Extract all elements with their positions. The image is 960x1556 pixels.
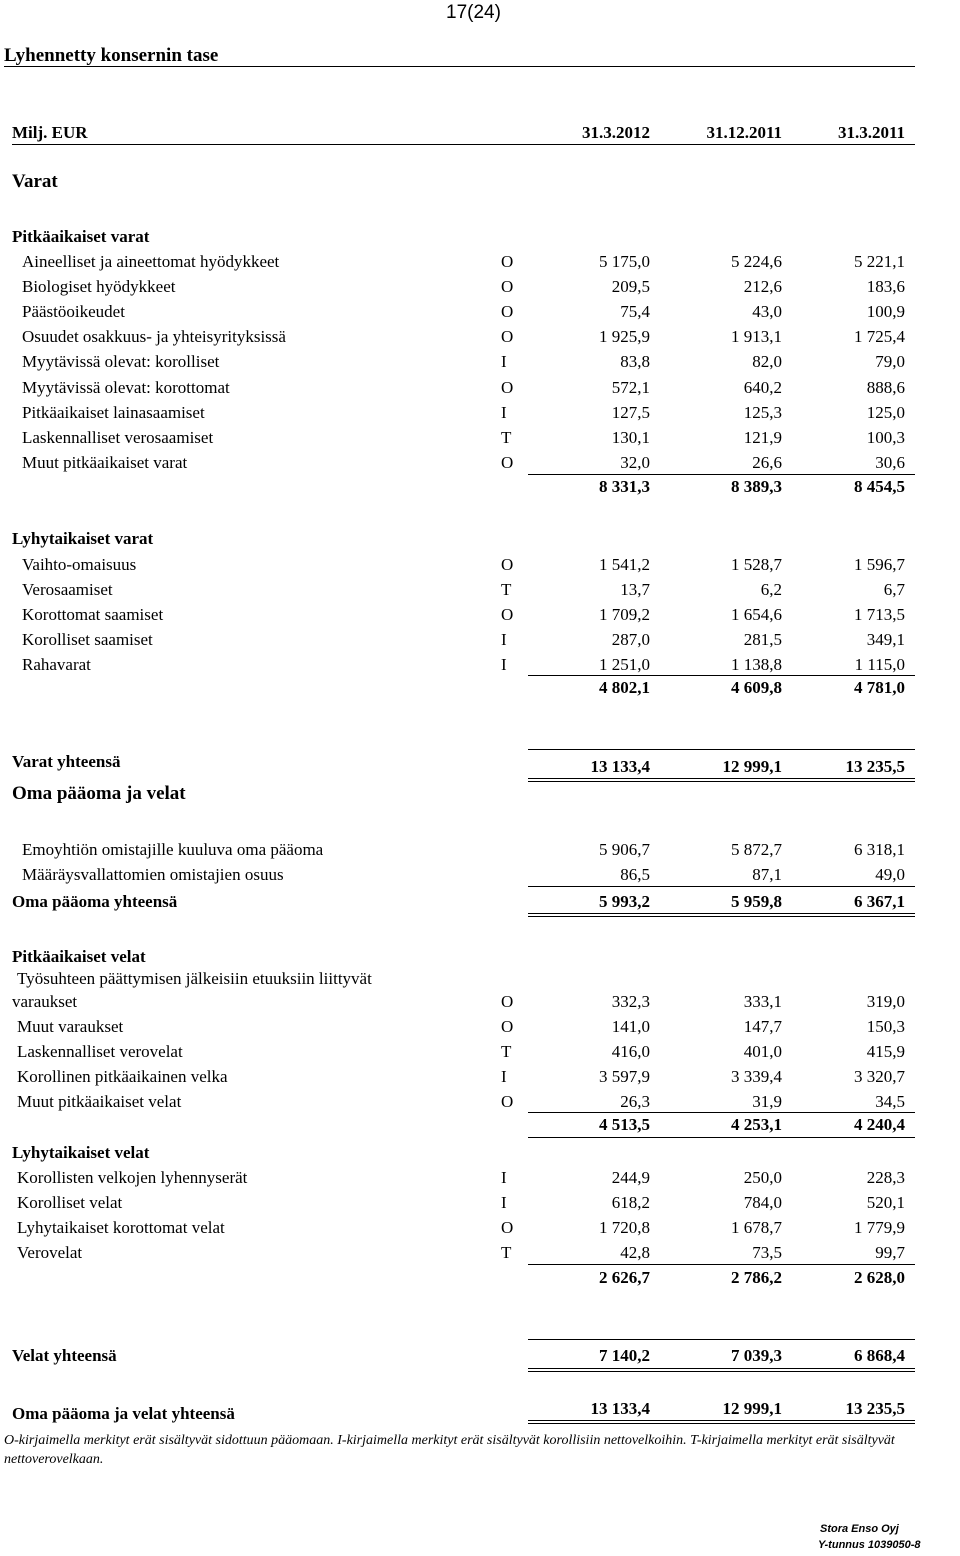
- row-code: O: [501, 1092, 514, 1111]
- row-value-1: 618,2: [611, 1193, 650, 1212]
- liabilities-total-2: 7 039,3: [731, 1346, 782, 1365]
- assets-total-line-bottom: [528, 781, 915, 782]
- company-signature: Stora Enso Oyj: [820, 1523, 899, 1535]
- row-value-2: 26,6: [752, 452, 782, 472]
- header-divider: [12, 144, 915, 145]
- row-value-2: 43,0: [752, 302, 782, 322]
- row-code: T: [501, 427, 512, 447]
- row-value-2: 212,6: [743, 277, 782, 297]
- equity-liabilities-total-line-1: [528, 1420, 915, 1421]
- row-value-2: 281,5: [743, 630, 782, 649]
- row-value-1: 1 925,9: [599, 327, 650, 347]
- row-value-1: 209,5: [611, 277, 650, 297]
- row-value-1: 5 906,7: [599, 840, 650, 859]
- row-value-3: 150,3: [866, 1017, 905, 1036]
- row-code: O: [501, 1218, 514, 1237]
- row-value-3: 520,1: [866, 1193, 905, 1212]
- current-assets-heading: Lyhytaikaiset varat: [12, 529, 154, 548]
- row-code: O: [501, 377, 514, 397]
- row-code: T: [501, 580, 512, 599]
- row-value-2: 1 528,7: [731, 555, 782, 574]
- row-value-2: 87,1: [752, 865, 782, 884]
- equity-liabilities-total-2: 12 999,1: [722, 1399, 782, 1418]
- row-value-1: 332,3: [611, 992, 650, 1011]
- noncurrent-liabilities-total-2: 4 253,1: [731, 1115, 782, 1134]
- row-code: O: [501, 605, 514, 624]
- row-value-1: 32,0: [620, 452, 650, 472]
- row-value-2: 1 654,6: [731, 605, 782, 624]
- row-value-1: 83,8: [620, 352, 650, 372]
- row-value-2: 1 678,7: [731, 1218, 782, 1237]
- unit-header: Milj. EUR: [12, 123, 88, 142]
- row-value-3: 49,0: [875, 865, 905, 884]
- assets-heading: Varat: [12, 171, 58, 192]
- row-value-3: 6 318,1: [854, 840, 905, 859]
- row-value-1: 86,5: [620, 865, 650, 884]
- row-code: O: [501, 555, 514, 574]
- equity-total-label: Oma pääoma yhteensä: [12, 892, 178, 911]
- row-label: Verosaamiset: [22, 580, 113, 599]
- current-liabilities-subtotal-line: [528, 1264, 915, 1265]
- row-value-1: 141,0: [611, 1017, 650, 1036]
- row-label: Korollisten velkojen lyhennyserät: [17, 1168, 248, 1187]
- noncurrent-liabilities-total-line: [528, 1137, 915, 1138]
- row-value-1: 5 175,0: [599, 252, 650, 271]
- row-code: O: [501, 252, 514, 271]
- row-value-2: 250,0: [743, 1168, 782, 1187]
- footnote: O-kirjaimella merkityt erät sisältyvät sidottuun pääomaan. I-kirjaimella merkityt erät sisältyvät korollisiin nettovelkoihin. T-kirjaimella merkityt erät sisältyvät nettoverovelkaan.: [4, 1433, 895, 1467]
- assets-total-label: Varat yhteensä: [12, 752, 121, 771]
- liabilities-total-3: 6 868,4: [854, 1346, 905, 1365]
- row-value-1: 244,9: [611, 1168, 650, 1187]
- current-assets-total-3: 4 781,0: [854, 678, 905, 697]
- row-value-1: 3 597,9: [599, 1067, 650, 1086]
- row-label: Määräysvallattomien omistajien osuus: [22, 865, 284, 884]
- noncurrent-liabilities-heading: Pitkäaikaiset velat: [12, 947, 146, 966]
- row-value-1: 287,0: [611, 630, 650, 649]
- row-value-3: 1 713,5: [854, 605, 905, 624]
- row-label: Pitkäaikaiset lainasaamiset: [22, 402, 205, 422]
- row-value-2: 784,0: [743, 1193, 782, 1212]
- row-label: Päästöoikeudet: [22, 302, 125, 322]
- row-value-1: 1 720,8: [599, 1218, 650, 1237]
- row-value-2: 31,9: [752, 1092, 782, 1111]
- row-label: Lyhytaikaiset korottomat velat: [17, 1218, 225, 1237]
- row-value-3: 100,3: [866, 427, 905, 447]
- row-value-2: 3 339,4: [731, 1067, 782, 1086]
- row-value-3: 888,6: [866, 377, 905, 397]
- row-code: T: [501, 1042, 512, 1061]
- row-label: Korolliset velat: [17, 1193, 123, 1212]
- row-code: O: [501, 1017, 514, 1036]
- row-value-2: 5 224,6: [731, 252, 782, 271]
- row-label: Rahavarat: [22, 655, 91, 674]
- row-value-3: 228,3: [866, 1168, 905, 1187]
- row-value-2: 333,1: [743, 992, 782, 1011]
- equity-total-2: 5 959,8: [731, 892, 782, 911]
- assets-grand-total-3: 13 235,5: [845, 757, 905, 776]
- row-value-3: 1 115,0: [854, 655, 905, 674]
- row-value-2: 121,9: [743, 427, 782, 447]
- noncurrent-liabilities-total-1: 4 513,5: [599, 1115, 650, 1134]
- row-value-1: 26,3: [620, 1092, 650, 1111]
- column-header-31-12-2011: 31.12.2011: [706, 123, 782, 142]
- row-value-3: 30,6: [875, 452, 905, 472]
- noncurrent-assets-total-1: 8 331,3: [599, 477, 650, 496]
- row-label: Osuudet osakkuus- ja yhteisyrityksissä: [22, 327, 286, 347]
- current-liabilities-total-3: 2 628,0: [854, 1268, 905, 1287]
- row-label-pension-provisions-line1: Työsuhteen päättymisen jälkeisiin etuuksiin liittyvät: [17, 969, 372, 988]
- noncurrent-assets-subtotal-line: [528, 474, 915, 475]
- current-assets-subtotal-line: [528, 675, 915, 676]
- row-value-1: 572,1: [611, 377, 650, 397]
- row-label: Korollinen pitkäaikainen velka: [17, 1067, 228, 1086]
- row-label: Myytävissä olevat: korolliset: [22, 352, 220, 372]
- row-code: I: [501, 655, 507, 674]
- row-value-2: 1 138,8: [731, 655, 782, 674]
- row-value-2: 5 872,7: [731, 840, 782, 859]
- row-value-3: 34,5: [875, 1092, 905, 1111]
- liabilities-total-line-1: [528, 1368, 915, 1369]
- row-code: I: [501, 352, 507, 372]
- title-divider: [4, 66, 915, 67]
- equity-liabilities-total-line-2: [528, 1423, 915, 1424]
- current-liabilities-heading: Lyhytaikaiset velat: [12, 1143, 150, 1162]
- row-label: Muut pitkäaikaiset velat: [17, 1092, 182, 1111]
- row-value-3: 1 725,4: [854, 327, 905, 347]
- row-value-3: 100,9: [866, 302, 905, 322]
- row-code: I: [501, 1193, 507, 1212]
- column-header-31-3-2012: 31.3.2012: [582, 123, 650, 142]
- row-label: Aineelliset ja aineettomat hyödykkeet: [22, 252, 280, 271]
- current-liabilities-total-2: 2 786,2: [731, 1268, 782, 1287]
- row-value-2: 1 913,1: [731, 327, 782, 347]
- row-value-1: 13,7: [620, 580, 650, 599]
- equity-liabilities-heading: Oma pääoma ja velat: [12, 783, 186, 804]
- row-value-3: 3 320,7: [854, 1067, 905, 1086]
- row-label: Laskennalliset verosaamiset: [22, 427, 214, 447]
- row-value-3: 183,6: [866, 277, 905, 297]
- equity-liabilities-total-3: 13 235,5: [845, 1399, 905, 1418]
- row-code: O: [501, 327, 514, 347]
- page-number: 17(24): [446, 2, 501, 23]
- row-value-1: 42,8: [620, 1243, 650, 1262]
- row-value-3: 125,0: [866, 402, 905, 422]
- assets-total-line-top: [528, 749, 915, 750]
- assets-grand-total-1: 13 133,4: [590, 757, 650, 776]
- row-code: O: [501, 992, 514, 1011]
- row-value-2: 401,0: [743, 1042, 782, 1061]
- row-code: I: [501, 630, 507, 649]
- noncurrent-assets-total-3: 8 454,5: [854, 477, 905, 496]
- row-label: Myytävissä olevat: korottomat: [22, 377, 230, 397]
- assets-grand-total-2: 12 999,1: [722, 757, 782, 776]
- business-id: Y-tunnus 1039050-8: [818, 1539, 921, 1551]
- row-code: O: [501, 452, 514, 472]
- row-label: Korolliset saamiset: [22, 630, 153, 649]
- row-value-1: 75,4: [620, 302, 650, 322]
- current-assets-total-2: 4 609,8: [731, 678, 782, 697]
- current-liabilities-total-1: 2 626,7: [599, 1268, 650, 1287]
- row-value-1: 1 709,2: [599, 605, 650, 624]
- row-value-1: 1 251,0: [599, 655, 650, 674]
- row-value-1: 1 541,2: [599, 555, 650, 574]
- row-label: Muut varaukset: [17, 1017, 124, 1036]
- liabilities-total-1: 7 140,2: [599, 1346, 650, 1365]
- row-value-1: 130,1: [611, 427, 650, 447]
- liabilities-total-label: Velat yhteensä: [12, 1346, 117, 1365]
- equity-liabilities-total-1: 13 133,4: [590, 1399, 650, 1418]
- equity-total-line-2: [528, 916, 915, 917]
- current-assets-total-1: 4 802,1: [599, 678, 650, 697]
- row-code: O: [501, 302, 514, 322]
- equity-liabilities-total-label: Oma pääoma ja velat yhteensä: [12, 1404, 235, 1423]
- row-label: Vaihto-omaisuus: [22, 555, 137, 574]
- row-value-2: 147,7: [743, 1017, 782, 1036]
- row-value-3: 99,7: [875, 1243, 905, 1262]
- equity-total-3: 6 367,1: [854, 892, 905, 911]
- row-code: T: [501, 1243, 512, 1262]
- row-label: Korottomat saamiset: [22, 605, 164, 624]
- row-label-pension-provisions-line2: varaukset: [12, 992, 78, 1011]
- row-value-3: 415,9: [866, 1042, 905, 1061]
- row-label: Laskennalliset verovelat: [17, 1042, 183, 1061]
- equity-subtotal-line: [528, 886, 915, 887]
- row-value-2: 640,2: [743, 377, 782, 397]
- column-header-31-3-2011: 31.3.2011: [837, 123, 905, 142]
- equity-total-line-1: [528, 913, 915, 914]
- row-value-2: 6,2: [760, 580, 782, 599]
- noncurrent-assets-heading: Pitkäaikaiset varat: [12, 227, 150, 246]
- noncurrent-liabilities-total-3: 4 240,4: [854, 1115, 905, 1134]
- row-value-3: 1 596,7: [854, 555, 905, 574]
- row-value-3: 349,1: [866, 630, 905, 649]
- noncurrent-liabilities-subtotal-line: [528, 1112, 915, 1113]
- row-label: Biologiset hyödykkeet: [22, 277, 176, 297]
- equity-total-1: 5 993,2: [599, 892, 650, 911]
- row-code: O: [501, 277, 514, 297]
- row-value-2: 125,3: [743, 402, 782, 422]
- row-value-2: 73,5: [752, 1243, 782, 1262]
- row-value-1: 127,5: [611, 402, 650, 422]
- row-value-3: 1 779,9: [854, 1218, 905, 1237]
- row-value-3: 79,0: [875, 352, 905, 372]
- row-value-1: 416,0: [611, 1042, 650, 1061]
- row-value-3: 5 221,1: [854, 252, 905, 271]
- assets-total-line-mid: [528, 778, 915, 779]
- row-label: Muut pitkäaikaiset varat: [22, 452, 188, 472]
- row-code: I: [501, 402, 507, 422]
- noncurrent-assets-total-2: 8 389,3: [731, 477, 782, 496]
- row-value-3: 6,7: [883, 580, 905, 599]
- page-title: Lyhennetty konsernin tase: [4, 45, 219, 66]
- row-code: I: [501, 1168, 507, 1187]
- row-code: I: [501, 1067, 507, 1086]
- row-value-2: 82,0: [752, 352, 782, 372]
- row-label: Emoyhtiön omistajille kuuluva oma pääoma: [22, 840, 324, 859]
- row-value-3: 319,0: [866, 992, 905, 1011]
- liabilities-total-line-2: [528, 1371, 915, 1372]
- liabilities-total-line-top: [528, 1339, 915, 1340]
- row-label: Verovelat: [17, 1243, 83, 1262]
